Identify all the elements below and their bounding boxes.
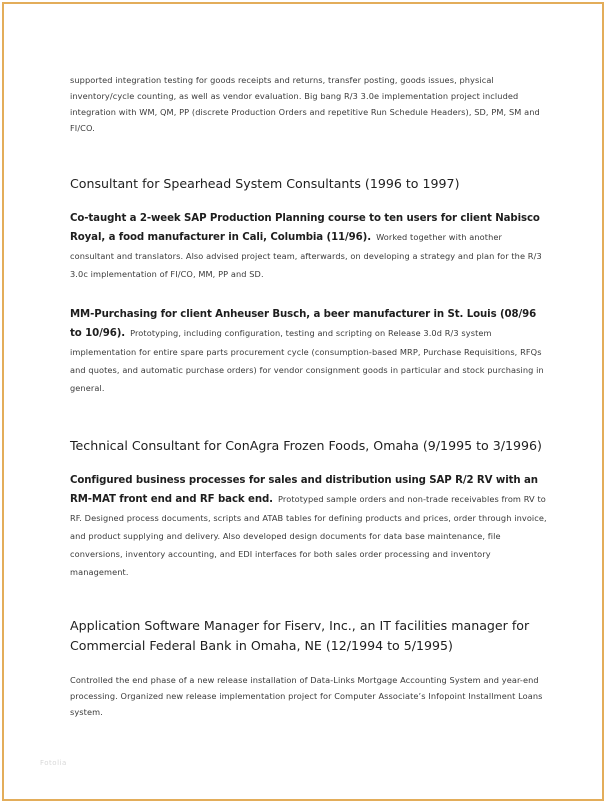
entry-lead: MM-Purchasing for client Anheuser Busch, a beer manufacturer in St. Louis (08/96 to 10/96). [70, 309, 537, 339]
intro-paragraph: supported integration testing for goods receipts and returns, transfer posting, goods issues, physical inventory/cycle counting, as well as vendor evaluation. Big bang R/3 3.0e implementation project included integration with WM, QM, PP (discrete Production Orders and repetitive Run Schedule Headers), SD, PM, SM and FI/CO. [70, 75, 540, 133]
entry-paragraph [70, 470, 548, 580]
entry-lead: Co-taught a 2-week SAP Production Planning course to ten users for client Nabisco Royal, a food manufacturer in Cali, Columbia (11/96). [70, 213, 540, 243]
watermark-text: Fotolia [40, 759, 67, 767]
section-fiserv [70, 616, 548, 720]
resume-content [70, 72, 548, 720]
entry-lead: Configured business processes for sales and distribution using SAP R/2 RV with an RM-MAT front end and RF back end. [70, 475, 538, 505]
entry-paragraph [70, 304, 548, 396]
section-spearhead [70, 174, 548, 396]
entry-body: Worked together with another consultant and translators. Also advised project team, afterwards, on developing a strategy and plan for the R/3 3.0c implementation of FI/CO, MM, PP and SD. [70, 232, 542, 279]
entry-body: Prototyped sample orders and non-trade receivables from RV to RF. Designed process documents, scripts and ATAB tables for defining products and prices, order through invoice, and product supplying and delivery. Also developed design documents for data base maintenance, file conversions, inventory accounting, and EDI interfaces for both sales order processing and inventory management. [70, 494, 547, 577]
entry-body: Controlled the end phase of a new release installation of Data-Links Mortgage Accounting System and year-end processing. Organized new release implementation project for Computer Associate’s Infopoint Installment Loans system. [70, 675, 543, 717]
section-heading: Technical Consultant for ConAgra Frozen Foods, Omaha (9/1995 to 3/1996) [70, 438, 542, 453]
entry-paragraph [70, 208, 548, 282]
section-heading: Application Software Manager for Fiserv, Inc., an IT facilities manager for Commercial Federal Bank in Omaha, NE (12/1994 to 5/1995) [70, 618, 530, 653]
entry-body: Prototyping, including configuration, testing and scripting on Release 3.0d R/3 system implementation for entire spare parts procurement cycle (consumption-based MRP, Purchase Requisitions, RFQs and quotes, and automatic purchase orders) for vendor consignment goods in particular and stock purchasing in general. [70, 328, 544, 393]
section-conagra [70, 436, 548, 580]
section-heading: Consultant for Spearhead System Consultants (1996 to 1997) [70, 176, 460, 191]
